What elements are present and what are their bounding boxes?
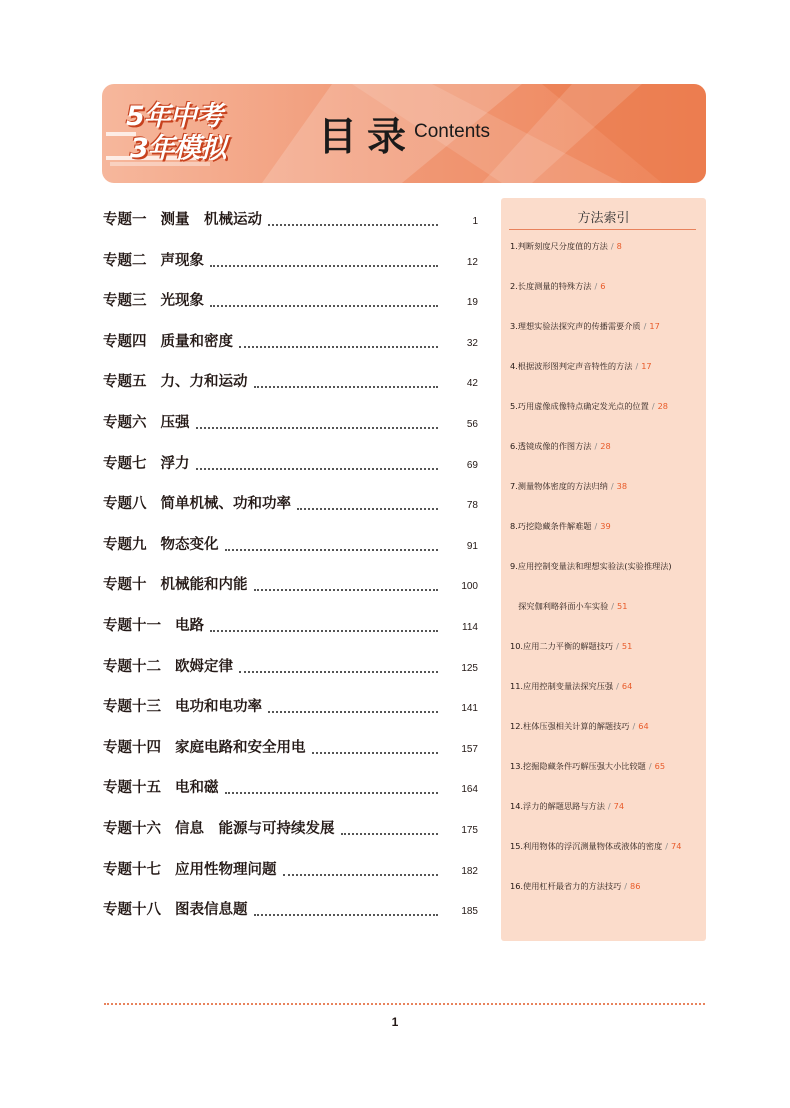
toc-topic: 简单机械、功和功率	[160, 496, 291, 513]
toc-topic: 家庭电路和安全用电	[175, 739, 306, 756]
method-index-item[interactable]	[510, 601, 627, 612]
method-index-separator: /	[616, 641, 619, 651]
method-index-separator: /	[594, 441, 598, 451]
method-index-page-number: 64	[621, 681, 633, 691]
method-index-item[interactable]	[510, 481, 627, 492]
method-index-panel	[501, 198, 706, 941]
toc-topic: 图表信息题	[175, 902, 248, 919]
method-index-item[interactable]	[510, 801, 624, 812]
toc-entry[interactable]	[103, 697, 478, 738]
toc-page-number: 185	[461, 906, 478, 918]
toc-entry[interactable]	[103, 900, 478, 941]
toc-chapter-label: 专题六	[103, 414, 147, 431]
method-index-separator: /	[611, 601, 615, 611]
toc-page-number: 91	[466, 540, 478, 552]
method-index-item[interactable]	[510, 561, 672, 572]
toc-page-number: 175	[461, 824, 478, 836]
method-index-page-number: 51	[621, 641, 633, 651]
method-index-item[interactable]	[510, 281, 605, 292]
method-index-item[interactable]	[510, 721, 649, 732]
method-index-item-text: 11.应用控制变量法探究压强	[510, 681, 614, 691]
method-index-item[interactable]	[510, 761, 665, 772]
method-index-item[interactable]	[510, 681, 632, 692]
toc-page-number: 12	[466, 256, 478, 268]
method-index-item[interactable]	[510, 361, 652, 372]
toc-leader-dots	[225, 778, 439, 794]
toc-leader-dots	[268, 697, 438, 713]
method-index-item-text: 8.巧挖隐藏条件解难题	[510, 521, 592, 531]
toc-leader-dots	[210, 251, 438, 267]
toc-topic: 应用性物理问题	[175, 861, 277, 878]
method-index-divider	[509, 229, 696, 230]
toc-chapter-label: 专题十二	[103, 658, 161, 675]
method-index-separator: /	[632, 721, 636, 731]
toc-page-number: 56	[466, 418, 478, 430]
toc-chapter-label: 专题十六	[103, 820, 161, 837]
toc-chapter-label: 专题十三	[103, 699, 161, 716]
toc-chapter-label: 专题三	[103, 293, 147, 310]
toc-entry[interactable]	[103, 778, 478, 819]
method-index-item-text: 6.透镜成像的作图方法	[510, 441, 592, 451]
toc-topic: 物态变化	[160, 536, 219, 553]
method-index-item[interactable]	[510, 321, 660, 332]
toc-leader-dots	[225, 535, 439, 551]
toc-topic: 电功和电功率	[175, 699, 262, 716]
method-index-item[interactable]	[510, 401, 668, 412]
toc-page-number: 69	[466, 459, 478, 471]
method-index-item-text: 3.理想实验法探究声的传播需要介质	[510, 321, 641, 331]
page-number: 1	[391, 1015, 399, 1029]
method-index-page-number: 64	[638, 721, 649, 731]
method-index-item[interactable]	[510, 241, 622, 252]
method-index-separator: /	[610, 481, 614, 491]
toc-chapter-label: 专题九	[103, 536, 147, 553]
toc-page-number: 157	[461, 743, 478, 755]
toc-leader-dots	[196, 454, 439, 470]
toc-leader-dots	[210, 616, 438, 632]
toc-topic: 质量和密度	[160, 333, 233, 350]
toc-page-number: 164	[461, 784, 478, 796]
method-index-item[interactable]	[510, 441, 611, 452]
toc-topic: 测量 机械运动	[160, 212, 262, 228]
method-index-item-text: 探究伽利略斜面小车实验	[510, 601, 609, 611]
toc-leader-dots	[254, 372, 439, 388]
toc-chapter-label: 专题四	[103, 333, 147, 350]
toc-leader-dots	[283, 860, 439, 876]
toc-chapter-label: 专题十八	[103, 902, 161, 919]
toc-page-number: 19	[466, 297, 478, 309]
toc-entry[interactable]	[103, 372, 478, 413]
toc-page-number: 114	[462, 621, 478, 633]
toc-leader-dots	[254, 575, 439, 591]
method-index-page-number: 28	[657, 401, 668, 411]
footer-divider	[104, 1003, 705, 1005]
method-index-item-text: 14.浮力的解题思路与方法	[510, 801, 605, 811]
toc-topic: 信息 能源与可持续发展	[175, 820, 335, 837]
method-index-page-number: 17	[649, 321, 660, 331]
toc-entry[interactable]	[103, 454, 478, 495]
method-index-page-number: 74	[613, 801, 625, 811]
method-index-separator: /	[635, 361, 639, 371]
method-index-item[interactable]	[510, 841, 681, 852]
toc-page-number: 1	[472, 216, 478, 227]
toc-leader-dots	[210, 291, 438, 307]
method-index-item[interactable]	[510, 521, 611, 532]
method-index-item-text: 15.利用物体的浮沉测量物体或液体的密度	[510, 841, 663, 851]
method-index-separator: /	[624, 881, 628, 891]
method-index-page-number: 6	[600, 281, 606, 291]
method-index-page-number: 86	[630, 881, 641, 891]
toc-entry[interactable]	[103, 494, 478, 535]
toc-entry[interactable]	[103, 535, 478, 576]
toc-chapter-label: 专题七	[103, 455, 147, 472]
toc-leader-dots	[196, 413, 439, 429]
toc-leader-dots	[239, 332, 438, 348]
method-index-title: 方法索引	[577, 211, 630, 226]
toc-leader-dots	[268, 210, 438, 226]
logo	[106, 92, 238, 178]
method-index-item[interactable]	[510, 881, 640, 892]
toc-chapter-label: 专题五	[103, 374, 147, 391]
toc-leader-dots	[312, 738, 439, 754]
toc-entry[interactable]	[103, 738, 478, 779]
toc-entry[interactable]	[103, 819, 478, 860]
table-of-contents	[103, 210, 478, 941]
toc-chapter-label: 专题八	[103, 496, 147, 513]
method-index-item-text: 10.应用二力平衡的解题技巧	[510, 641, 614, 651]
toc-entry[interactable]	[103, 251, 478, 292]
method-index-page-number: 17	[641, 361, 652, 371]
method-index-separator: /	[616, 681, 619, 691]
toc-chapter-label: 专题十	[103, 577, 147, 594]
toc-page-number: 78	[466, 500, 478, 512]
toc-entry[interactable]	[103, 575, 478, 616]
logo-line-1: 5年中考	[126, 101, 222, 132]
logo-line-2: 3年模拟	[130, 133, 226, 164]
toc-entry[interactable]	[103, 657, 478, 698]
page-title: 目录	[318, 115, 417, 160]
toc-topic: 电路	[175, 617, 204, 634]
method-index-item-text: 12.柱体压强相关计算的解题技巧	[510, 721, 630, 731]
method-index-item[interactable]	[510, 641, 632, 652]
method-index-page-number: 39	[600, 521, 611, 531]
toc-page-number: 42	[466, 378, 478, 390]
toc-page-number: 125	[461, 662, 478, 674]
toc-leader-dots	[254, 900, 439, 916]
toc-chapter-label: 专题十五	[103, 780, 161, 797]
toc-chapter-label: 专题十一	[103, 617, 161, 634]
toc-entry[interactable]	[103, 860, 478, 901]
method-index-page-number: 8	[616, 241, 622, 251]
method-index-item-text: 9.应用控制变量法和理想实验法(实验推理法)	[510, 561, 672, 571]
method-index-page-number: 74	[670, 841, 682, 851]
toc-chapter-label: 专题十七	[103, 861, 161, 878]
method-index-separator: /	[610, 241, 614, 251]
method-index-separator: /	[648, 761, 652, 771]
toc-entry[interactable]	[103, 616, 478, 657]
method-index-separator: /	[607, 801, 611, 811]
method-index-item-text: 16.使用杠杆最省力的方法技巧	[510, 881, 622, 891]
method-index-item-text: 13.挖掘隐藏条件巧解压强大小比较题	[510, 761, 646, 771]
toc-chapter-label: 专题十四	[103, 739, 161, 756]
toc-entry[interactable]	[103, 210, 478, 251]
toc-entry[interactable]	[103, 291, 478, 332]
toc-leader-dots	[297, 494, 438, 510]
method-index-separator: /	[594, 521, 598, 531]
toc-entry[interactable]	[103, 332, 478, 373]
method-index-separator: /	[643, 321, 647, 331]
toc-page-number: 182	[461, 865, 478, 877]
method-index-page-number: 28	[600, 441, 611, 451]
method-index-item-text: 7.测量物体密度的方法归纳	[510, 481, 608, 491]
method-index-separator: /	[651, 401, 655, 411]
header-banner	[102, 84, 706, 183]
toc-chapter-label: 专题二	[103, 252, 147, 269]
toc-leader-dots	[341, 819, 439, 835]
toc-topic: 压强	[160, 414, 190, 431]
toc-page-number: 32	[466, 337, 478, 349]
toc-topic: 欧姆定律	[175, 658, 233, 675]
method-index-separator: /	[665, 841, 668, 851]
method-index-item-text: 4.根据波形图判定声音特性的方法	[510, 361, 633, 371]
toc-entry[interactable]	[103, 413, 478, 454]
method-index-page-number: 65	[654, 761, 666, 771]
toc-chapter-label: 专题一	[103, 212, 147, 228]
page-title-english: Contents	[414, 121, 491, 142]
toc-topic: 声现象	[160, 252, 204, 269]
toc-topic: 浮力	[160, 455, 190, 472]
toc-topic: 力、力和运动	[160, 374, 248, 391]
method-index-item-text: 2.长度测量的特殊方法	[510, 281, 592, 291]
method-index-item-text: 5.巧用虚像成像特点确定发光点的位置	[510, 401, 649, 411]
toc-topic: 电和磁	[175, 780, 219, 797]
method-index-separator: /	[594, 281, 598, 291]
method-index-page-number: 38	[616, 481, 628, 491]
toc-leader-dots	[239, 657, 438, 673]
method-index-page-number: 51	[617, 601, 628, 611]
toc-page-number: 100	[461, 581, 478, 593]
toc-page-number: 141	[461, 703, 478, 715]
toc-topic: 机械能和内能	[160, 577, 248, 594]
toc-topic: 光现象	[160, 293, 204, 310]
method-index-item-text: 1.判断刻度尺分度值的方法	[510, 241, 608, 251]
